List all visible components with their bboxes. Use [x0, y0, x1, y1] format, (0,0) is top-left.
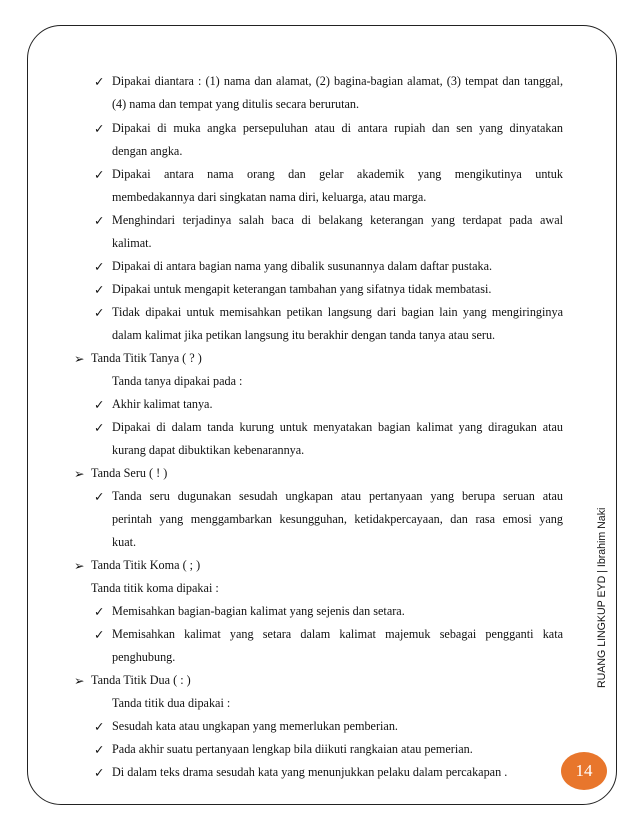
- list-item-text: Akhir kalimat tanya.: [112, 397, 213, 411]
- list-item-text: dengan angka.: [112, 144, 183, 158]
- list-item-text: kalimat.: [112, 236, 152, 250]
- list-item-text: Tidak dipakai untuk memisahkan petikan langsung dari bagian lain yang mengiringinya: [112, 305, 563, 319]
- check-icon: ✓: [94, 742, 105, 757]
- list-item-text: Dipakai di dalam tanda kurung untuk menyatakan bagian kalimat yang diragukan atau: [112, 420, 563, 434]
- arrow-bullet-icon: ➢: [74, 351, 85, 366]
- arrow-bullet-icon: ➢: [74, 558, 85, 573]
- list-item-text: Dipakai di muka angka persepuluhan atau di antara rupiah dan sen yang dinyatakan: [112, 121, 563, 135]
- check-icon: ✓: [94, 420, 105, 435]
- list-item-text: Dipakai di antara bagian nama yang dibalik susunannya dalam daftar pustaka.: [112, 259, 493, 273]
- page-number-badge: 14: [561, 752, 607, 790]
- list-item-text: dalam kalimat jika petikan langsung itu berakhir dengan tanda tanya atau seru.: [112, 328, 496, 342]
- section-intro: Tanda tanya dipakai pada :: [112, 374, 243, 388]
- list-item-text: (4) nama dan tempat yang ditulis secara berurutan.: [112, 97, 360, 111]
- check-icon: ✓: [94, 305, 105, 320]
- running-header-vertical: RUANG LINGKUP EYD | Ibrahim Naki: [596, 507, 608, 688]
- list-item-text: Memisahkan kalimat yang setara dalam kalimat majemuk sebagai pengganti kata: [112, 627, 563, 641]
- list-item-text: Menghindari terjadinya salah baca di belakang keterangan yang terdapat pada awal: [112, 213, 563, 227]
- list-item-text: kurang dapat dibuktikan kebenarannya.: [112, 443, 305, 457]
- arrow-bullet-icon: ➢: [74, 673, 85, 688]
- arrow-bullet-icon: ➢: [74, 466, 85, 481]
- check-icon: ✓: [94, 765, 105, 780]
- check-icon: ✓: [94, 397, 105, 412]
- section-intro: Tanda titik koma dipakai :: [91, 581, 219, 595]
- list-item-text: Dipakai diantara : (1) nama dan alamat, (2) bagina-bagian alamat, (3) tempat dan tanggal,: [112, 74, 563, 88]
- check-icon: ✓: [94, 213, 105, 228]
- section-heading: Tanda Titik Koma ( ; ): [91, 558, 201, 572]
- list-item-text: Dipakai antara nama orang dan gelar akademik yang mengikutinya untuk: [112, 167, 563, 181]
- check-icon: ✓: [94, 719, 105, 734]
- list-item-text: perintah yang menggambarkan kesungguhan, ketidakpercayaan, dan rasa emosi yang: [112, 512, 563, 526]
- list-item-text: Pada akhir suatu pertanyaan lengkap bila diikuti rangkaian atau pemerian.: [112, 742, 473, 756]
- check-icon: ✓: [94, 259, 105, 274]
- section-intro: Tanda titik dua dipakai :: [112, 696, 231, 710]
- list-item-text: Dipakai untuk mengapit keterangan tambahan yang sifatnya tidak membatasi.: [112, 282, 492, 296]
- check-icon: ✓: [94, 282, 105, 297]
- section-heading: Tanda Titik Dua ( : ): [91, 673, 191, 687]
- list-item-text: Di dalam teks drama sesudah kata yang menunjukkan pelaku dalam percakapan .: [112, 765, 508, 779]
- section-heading: Tanda Seru ( ! ): [91, 466, 168, 480]
- list-item-text: Sesudah kata atau ungkapan yang memerlukan pemberian.: [112, 719, 398, 733]
- check-icon: ✓: [94, 167, 105, 182]
- list-item-text: penghubung.: [112, 650, 176, 664]
- section-heading: Tanda Titik Tanya ( ? ): [91, 351, 202, 365]
- list-item-text: kuat.: [112, 535, 137, 549]
- list-item-text: Memisahkan bagian-bagian kalimat yang sejenis dan setara.: [112, 604, 405, 618]
- check-icon: ✓: [94, 489, 105, 504]
- check-icon: ✓: [94, 627, 105, 642]
- check-icon: ✓: [94, 121, 105, 136]
- check-icon: ✓: [94, 74, 105, 89]
- check-icon: ✓: [94, 604, 105, 619]
- list-item-text: membedakannya dari singkatan nama diri, keluarga, atau marga.: [112, 190, 427, 204]
- list-item-text: Tanda seru dugunakan sesudah ungkapan atau pertanyaan yang berupa seruan atau: [112, 489, 563, 503]
